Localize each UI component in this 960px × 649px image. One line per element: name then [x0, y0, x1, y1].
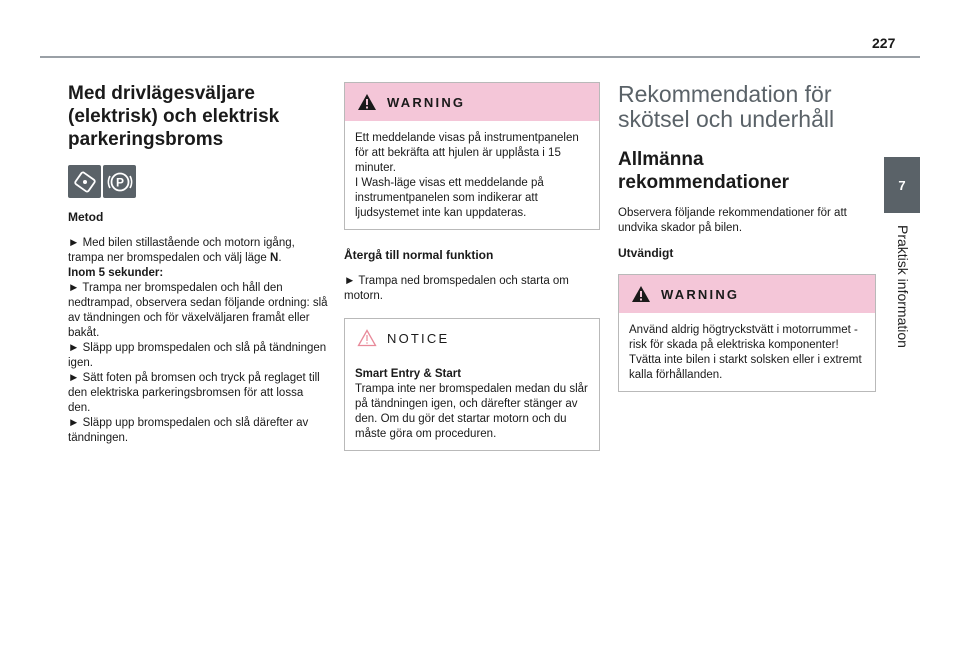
method-steps — [68, 236, 328, 446]
svg-text:P: P — [115, 175, 124, 189]
warning-body — [345, 121, 599, 229]
header-rule — [40, 56, 920, 58]
icon-row — [68, 165, 328, 198]
exterior-label: Utvändigt — [618, 246, 674, 260]
return-text: ► Trampa ned bromspedalen och starta om motorn. — [344, 275, 569, 302]
warning-text-2: I Wash-läge visas ett meddelande på instrumentpanelen som indikerar att ljudsystemet inte kan uppdateras. — [355, 177, 544, 219]
step-5: ► Släpp upp bromspedalen och slå därefter av tändningen. — [68, 417, 309, 444]
exterior-warning-body — [619, 313, 875, 391]
chapter-label — [877, 225, 927, 365]
warning-label: WARNING — [661, 286, 740, 302]
step-2: ► Trampa ner bromspedalen och håll den nedtrampad, observera sedan följande ordning: slå av tändningen och för växelväljaren framåt eller bakåt. — [68, 282, 328, 339]
notice-title: Smart Entry & Start — [355, 368, 462, 380]
step-4: ► Sätt foten på bromsen och tryck på reglaget till den elektriska parkeringsbromsen för att lossa den. — [68, 372, 320, 414]
notice-box — [344, 318, 600, 451]
column-left — [68, 82, 328, 446]
intro-text: Observera följande rekommendationer för att undvika skador på bilen. — [618, 207, 847, 234]
gear-selector-icon — [68, 165, 101, 198]
notice-text: Trampa inte ner bromspedalen medan du slår på tändningen igen, och därefter stänger av den. Om du gör det startar motorn och du måste göra om proceduren. — [355, 383, 588, 440]
warning-header — [345, 83, 599, 121]
page-number: 227 — [872, 35, 896, 51]
within-5-seconds: Inom 5 sekunder: — [68, 267, 164, 279]
step-3: ► Släpp upp bromspedalen och slå på tändningen igen. — [68, 342, 327, 369]
notice-label: NOTICE — [387, 330, 450, 346]
exterior-warning-box — [618, 274, 876, 392]
chapter-title: Praktisk information — [895, 225, 911, 348]
notice-icon — [357, 329, 377, 347]
notice-body — [345, 357, 599, 450]
column-right — [618, 82, 876, 404]
exterior-warning-header — [619, 275, 875, 313]
warning-icon — [631, 285, 651, 303]
method-label: Metod — [68, 210, 104, 224]
exterior-warning-text-2: Tvätta inte bilen i starkt solsken eller i extremt kalla förhållanden. — [629, 354, 862, 381]
warning-label: WARNING — [387, 94, 466, 110]
warning-box — [344, 82, 600, 230]
return-label: Återgå till normal funktion — [344, 248, 494, 262]
section-title: Med drivlägesväljare (elektrisk) och elektrisk parkeringsbroms — [68, 83, 280, 150]
step-1: ► Med bilen stillastående och motorn igång, trampa ner bromspedalen och välj läge N. — [68, 237, 295, 264]
warning-icon — [357, 93, 377, 111]
column-middle — [344, 82, 600, 463]
parking-brake-icon — [103, 165, 136, 198]
notice-header — [345, 319, 599, 357]
care-title: Rekommendation för skötsel och underhåll — [618, 81, 835, 132]
chapter-tab[interactable]: 7 — [884, 157, 920, 213]
general-recommendations-heading: Allmänna rekommendationer — [618, 149, 790, 193]
exterior-warning-text-1: Använd aldrig högtryckstvätt i motorrummet - risk för skada på elektriska komponenter! — [629, 324, 858, 351]
warning-text-1: Ett meddelande visas på instrumentpanelen för att bekräfta att hjulen är upplåsta i 15 minuter. — [355, 132, 579, 174]
